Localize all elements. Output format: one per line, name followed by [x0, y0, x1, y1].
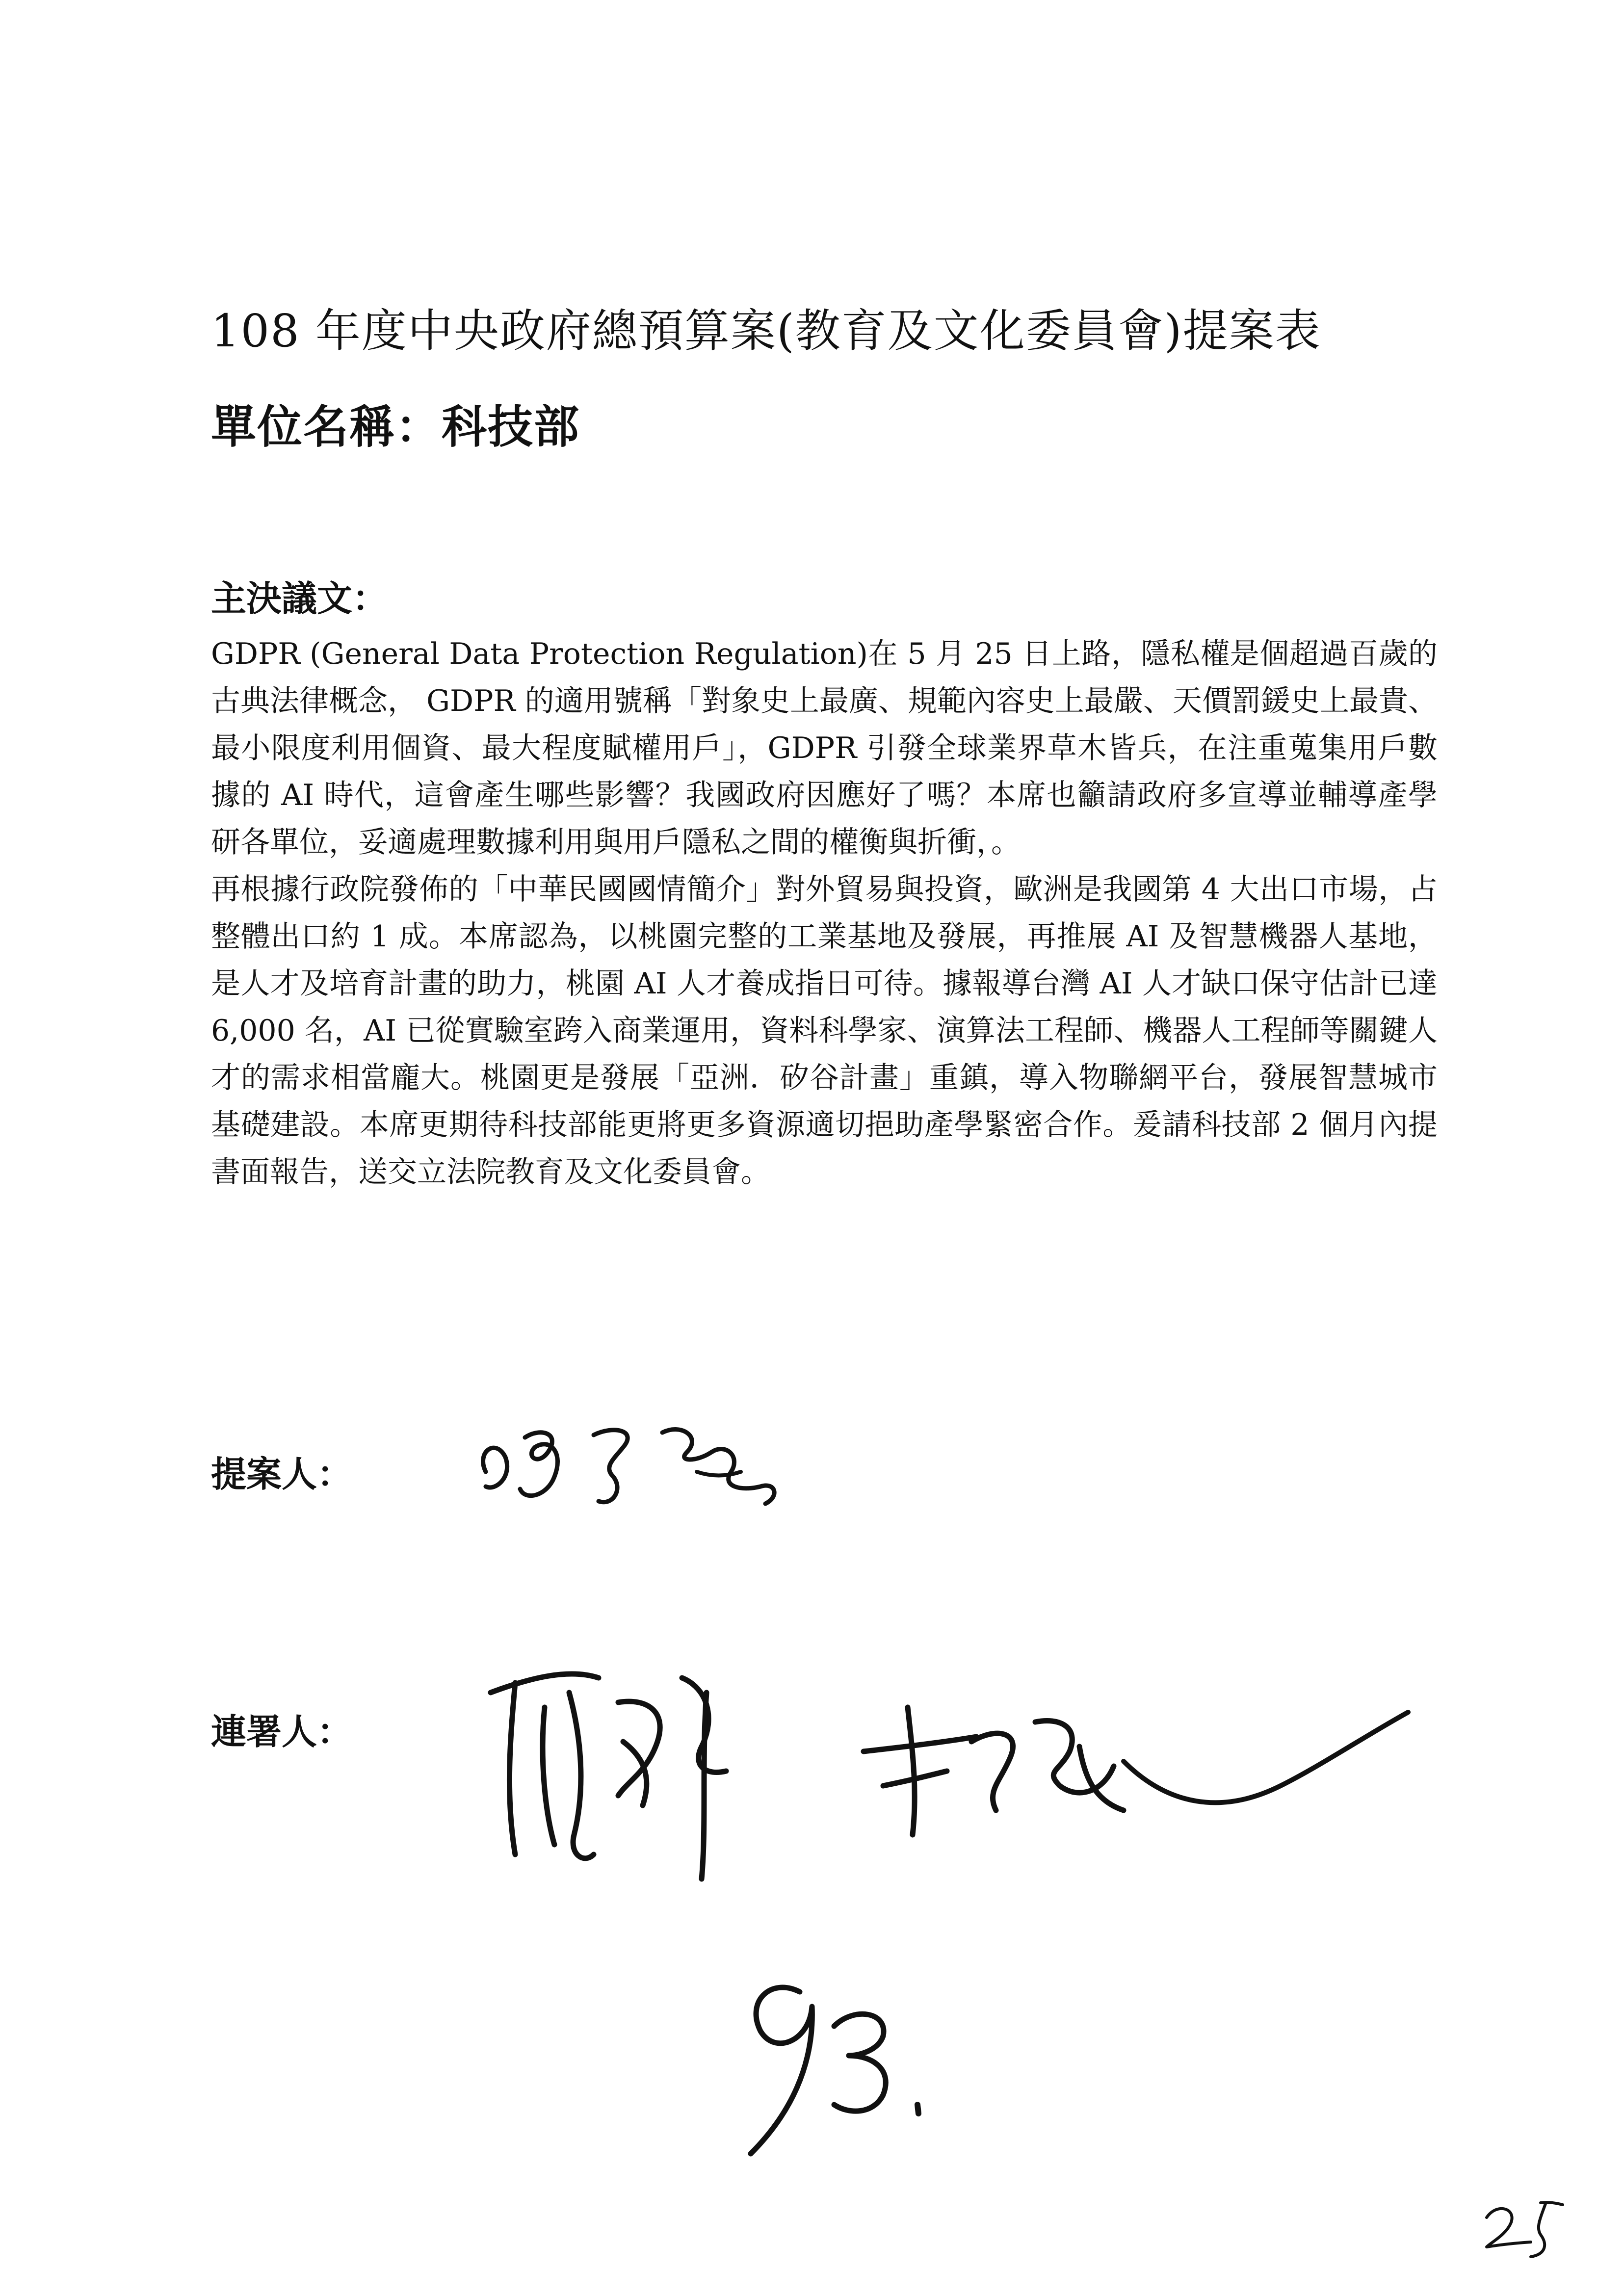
number-mark — [726, 1957, 932, 2168]
resolution-body — [211, 630, 1438, 1196]
page-mark — [1472, 2188, 1570, 2262]
document-title: 108 年度中央政府總預算案(教育及文化委員會)提案表 — [211, 305, 1321, 357]
resolution-heading: 主決議文： — [211, 577, 388, 619]
cosigner-signature-2 — [849, 1688, 1423, 1850]
cosigner-signature-1 — [471, 1648, 765, 1904]
cosigner-label: 連署人： — [211, 1711, 353, 1752]
unit-name: 單位名稱：科技部 — [211, 400, 580, 453]
resolution-paragraph-1: GDPR (General Data Protection Regulation)在 5 月 25 日上路，隱私權是個超過百歲的古典法律概念， GDPR 的適用號稱「對象史上最廣、規範內容史上最嚴、天價罰鍰史上最貴、最小限度利用個資、最大程度賦權用戶」，GDPR 引發全球業界草木皆兵，在注重蒐集用戶數據的 AI 時代，這會產生哪些影響？我國政府因應好了嗎？本席也籲請政府多宣導並輔導產學研各單位，妥適處理數據利用與用戶隱私之間的權衡與折衝，。 — [211, 637, 1438, 860]
proposer-signature — [466, 1403, 810, 1531]
resolution-paragraph-2: 再根據行政院發佈的「中華民國國情簡介」對外貿易與投資，歐洲是我國第 4 大出口市場，占整體出口約 1 成。本席認為，以桃園完整的工業基地及發展，再推展 AI 及智慧機器人基地，是人才及培育計畫的助力，桃園 AI 人才養成指日可待。據報導台灣 AI 人才缺口保守估計已達 6,000 名，AI 已從實驗室跨入商業運用，資料科學家、演算法工程師、機器人工程師等關鍵人才的需求相當龐大。桃園更是發展「亞洲．矽谷計畫」重鎮，導入物聯網平台，發展智慧城市基礎建設。本席更期待科技部能更將更多資源適切挹助產學緊密合作。爰請科技部 2 個月內提書面報告，送交立法院教育及文化委員會。 — [211, 872, 1438, 1189]
proposer-label: 提案人： — [211, 1453, 353, 1495]
